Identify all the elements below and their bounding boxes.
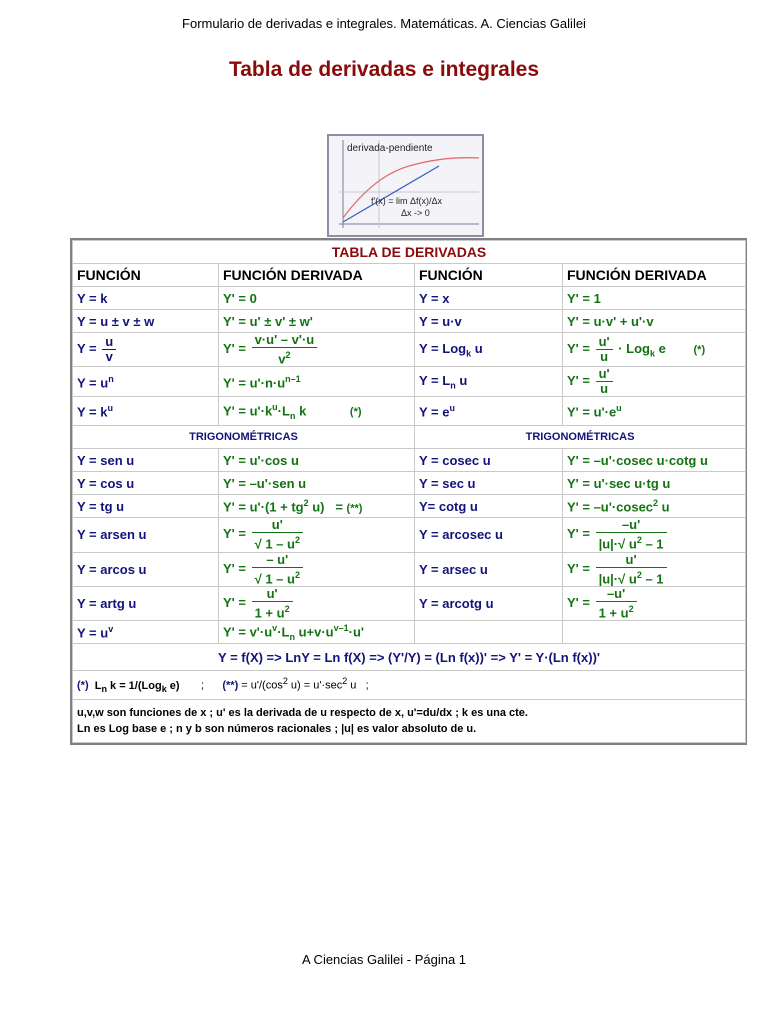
note-star: (*) [349, 406, 362, 419]
empty-cell [563, 621, 746, 644]
table-row [73, 552, 746, 586]
function-cell: Y = arcos u [73, 552, 219, 586]
col-header-function: FUNCIÓN [73, 264, 219, 287]
note-double-star: (**) [346, 502, 363, 515]
function-cell: $Y = u^v$ [73, 621, 219, 644]
derivative-cell: Y' = $\frac{- u'}{√ 1 - u^2}$ [219, 552, 415, 586]
empty-cell [415, 621, 563, 644]
derivative-cell: $Y' = v'\cdot u^v\cdot L_n$ $u+v\cdot u^{v-1}\cdot u'$ [219, 621, 415, 644]
col-header-function: FUNCIÓN [415, 264, 563, 287]
derivative-cell: Y' = –u'·sen u [219, 472, 415, 495]
derivative-cell: Y' = 0 [219, 287, 415, 310]
function-cell: Y = cosec u [415, 449, 563, 472]
derivative-cell: $Y' = u'\cdot e^u$ [563, 397, 746, 426]
table-row [73, 621, 746, 644]
derivative-cell: Y' = –u'·cosec$^2$ u [563, 495, 746, 518]
notes-row [73, 671, 746, 700]
derivative-cell: Y' = –u'·cosec u·cotg u [563, 449, 746, 472]
table-row [73, 287, 746, 310]
footer-formula-row [73, 644, 746, 671]
note-line-1: u,v,w son funciones de x ; u' es la derivada de u respecto de x, u'=du/dx ; k es una cte. [77, 707, 528, 720]
note-star: (*) [693, 344, 706, 357]
function-cell: $Y = L_n$ u [415, 367, 563, 397]
function-cell: $Y = k^u$ [73, 397, 219, 426]
page-title: Tabla de derivadas e integrales [228, 58, 540, 81]
function-cell: Y = sen u [73, 449, 219, 472]
table-row [73, 397, 746, 426]
table-header-row [73, 264, 746, 287]
table-row [73, 449, 746, 472]
function-cell: $Y = u^n$ [73, 367, 219, 397]
notes-definitions [73, 700, 746, 743]
derivative-cell: $Y' = u'\cdot(1 + tg^2$ u) = (**) [219, 495, 415, 518]
trig-label: TRIGONOMÉTRICAS [73, 426, 415, 449]
function-cell: Y = arcotg u [415, 586, 563, 620]
derivative-cell: $Y' = u'\cdot k^u\cdot L_n$ k (*) [219, 397, 415, 426]
col-header-derivative: FUNCIÓN DERIVADA [219, 264, 415, 287]
function-cell: Y = tg u [73, 495, 219, 518]
note-line-2: Ln es Log base e ; n y b son números racionales ; |u| es valor absoluto de u. [77, 723, 477, 736]
function-cell: Y = x [415, 287, 563, 310]
function-cell: Y = Log$_k$ u [415, 333, 563, 367]
derivative-slope-figure [327, 134, 484, 237]
derivative-cell: Y' = u·v' + u'·v [563, 310, 746, 333]
function-cell: Y = arsen u [73, 518, 219, 552]
table-row [73, 367, 746, 397]
page-footer: A Ciencias Galilei - Página 1 [301, 952, 467, 967]
notes-row [73, 700, 746, 743]
figure-formula-2: Δx -> 0 [401, 208, 430, 218]
derivative-cell: Y' = u' ± v' ± w' [219, 310, 415, 333]
function-cell: Y = sec u [415, 472, 563, 495]
table-row [73, 310, 746, 333]
derivative-cell: Y' = $\frac{u'}{1 + u^2}$ [219, 586, 415, 620]
function-cell: Y = u·v [415, 310, 563, 333]
derivatives-table [70, 238, 747, 745]
function-cell: Y = k [73, 287, 219, 310]
col-header-derivative: FUNCIÓN DERIVADA [563, 264, 746, 287]
derivative-cell: Y' = $\frac{u'}{u}$ [563, 367, 746, 397]
trig-header-row [73, 426, 746, 449]
table-row [73, 472, 746, 495]
derivative-cell: Y' = $\frac{u'}{|u|\cdot√ u^2 - 1}$ [563, 552, 746, 586]
derivative-cell: Y' = 1 [563, 287, 746, 310]
derivative-cell: Y' = $\frac{u'}{√ 1 - u^2}$ [219, 518, 415, 552]
logarithmic-derivative-formula: Y = f(X) => LnY = Ln f(X) => (Y'/Y) = (Ln f(x))' => Y' = Y·(Ln f(x))' [73, 644, 746, 671]
function-cell: Y = u ± v ± w [73, 310, 219, 333]
figure-formula-1: f'(x) = lim Δf(x)/Δx [371, 196, 442, 206]
function-cell: $Y = e^u$ [415, 397, 563, 426]
table-row [73, 333, 746, 367]
notes-identities: (*) $L_n$ k = 1/(Log$_k$ e) ; (**) = $u'/(\cos^2$ $u) = u'\cdot\sec^2$ u ; [73, 671, 746, 700]
function-cell: Y = arcosec u [415, 518, 563, 552]
function-cell: Y= cotg u [415, 495, 563, 518]
derivative-cell: Y' = u'·cos u [219, 449, 415, 472]
function-cell: Y = artg u [73, 586, 219, 620]
table-row [73, 586, 746, 620]
figure-label: derivada-pendiente [347, 143, 433, 154]
running-header: Formulario de derivadas e integrales. Matemáticas. A. Ciencias Galilei [182, 16, 586, 31]
function-cell: Y = arsec u [415, 552, 563, 586]
table-row [73, 495, 746, 518]
derivative-cell: $Y' = u'\cdot n\cdot u^{n-1}$ [219, 367, 415, 397]
table-title: TABLA DE DERIVADAS [73, 241, 746, 264]
derivative-cell: Y' = $\frac{-u'}{1 + u^2}$ [563, 586, 746, 620]
function-cell: Y = cos u [73, 472, 219, 495]
derivative-cell: Y' = $\frac{-u'}{|u|\cdot√ u^2 - 1}$ [563, 518, 746, 552]
table-row [73, 518, 746, 552]
trig-label: TRIGONOMÉTRICAS [415, 426, 746, 449]
function-cell: Y = $\frac{u}{v}$ [73, 333, 219, 367]
derivative-cell: Y' = u'·sec u·tg u [563, 472, 746, 495]
derivative-cell: Y' = $\frac{u'}{u}$ · Log$_k$ e (*) [563, 333, 746, 367]
derivative-cell: Y' = $\frac{v\cdot u' - v'\cdot u}{v^2}$ [219, 333, 415, 367]
